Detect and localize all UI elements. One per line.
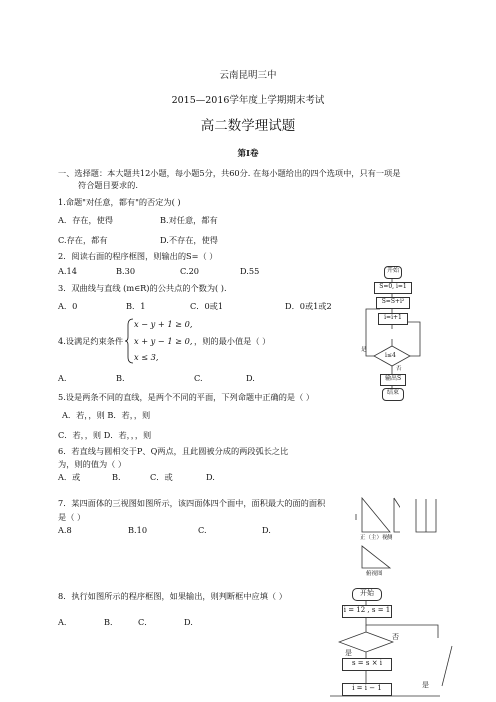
q3-option-a: A．0 <box>58 301 78 311</box>
q3-option-c: C．0或1 <box>190 301 224 311</box>
q1-option-c: C.存在，都有 <box>58 235 108 245</box>
section-title: 第Ⅰ卷 <box>237 149 259 159</box>
flow1-increment: i=i+1 <box>378 313 408 325</box>
q1-option-d: D.不存在，使得 <box>160 235 218 245</box>
flow2-yes-label: 是 <box>345 649 352 657</box>
flow2-body: s = s × i <box>342 658 392 671</box>
flow1-output: 输出S <box>380 374 406 386</box>
q4-suffix: ，则的最小值是（ ） <box>194 336 271 346</box>
q4-constraint-1: x − y + 1 ≥ 0, <box>134 319 193 329</box>
q6-stem-2: 为，则的值为（ ） <box>58 459 127 469</box>
q8-option-d: D. <box>184 617 193 627</box>
front-view-label: 正（主）视 <box>360 535 388 541</box>
flow1-start: 开始 <box>384 266 402 279</box>
intro-line-1: 一、选择题：本大题共12小题，每小题5分，共60分. 在每小题给出的四个选项中，只有一项是 <box>58 168 401 178</box>
q8-stem: 8．执行如图所示的程序框图，如果输出，则判断框中应填（ ） <box>58 591 287 601</box>
q8-option-b: B． <box>104 617 119 627</box>
q5-stem: 5.设是两条不同的直线，是两个不同的平面，下列命题中正确的是（ ） <box>58 392 315 402</box>
q5-options-ab: A．若，，则 B．若，，则 <box>62 410 151 420</box>
q6-option-d: D. <box>206 472 215 482</box>
q7-stem-2: 是（ ） <box>58 512 86 522</box>
flow1-init: S=0, i=1 <box>374 282 412 294</box>
flow1-yes-label: 是 <box>361 347 367 353</box>
q2-option-d: D.55 <box>240 266 260 276</box>
q7-stem-1: 7．某四面体的三视图如图所示，该四面体四个面中，面积最大的面的面积 <box>58 498 326 508</box>
q8-option-a: A． <box>58 617 73 627</box>
side-view-figure <box>414 498 438 536</box>
q2-option-b: B.30 <box>116 266 136 276</box>
three-views-figure <box>350 496 400 580</box>
exam-title: 高二数学理试题 <box>200 118 296 134</box>
exam-term: 2015—2016学年度上学期期末考试 <box>171 95 325 106</box>
q7-option-a: A.8 <box>58 525 72 535</box>
q2-option-a: A.14 <box>58 266 77 276</box>
flow1-condition: i≤4 <box>385 352 396 359</box>
q4-option-b: B. <box>116 373 125 383</box>
q6-option-b: B. <box>112 472 121 482</box>
q4-option-a: A. <box>58 373 67 383</box>
flow2-start: 开始 <box>352 588 382 601</box>
q3-option-d: D．0或1或2 <box>285 301 332 311</box>
side-view-label: 侧 <box>387 535 393 541</box>
school-name: 云南昆明三中 <box>219 70 277 81</box>
q6-option-c: C．或 <box>150 472 173 482</box>
flowchart-q8 <box>330 586 470 702</box>
q4-constraint-2: x + y − 1 ≥ 0, <box>134 336 193 346</box>
q7-option-c: C. <box>198 525 207 535</box>
q3-stem: 3．双曲线与直线 (m∈R)的公共点的个数为( ). <box>58 283 227 293</box>
q2-stem: 2．阅读右面的程序框图，则输出的S=（ ） <box>58 251 218 261</box>
flow2-init: i = 12 , s = 1 <box>342 605 392 618</box>
q1-option-a: A．存在，使得 <box>58 215 114 225</box>
top-view-label: 俯视图 <box>366 571 383 577</box>
flow1-update: S=S+i² <box>376 297 410 309</box>
q7-option-b: B.10 <box>128 525 148 535</box>
q1-option-b: B.对任意，都有 <box>160 215 218 225</box>
q7-option-d: D. <box>262 525 271 535</box>
q4-constraint-3: x ≤ 3, <box>134 352 159 362</box>
q4-option-c: C. <box>194 373 203 383</box>
flow1-no-label: 否 <box>396 366 402 372</box>
flow2-no-label: 否 <box>392 633 399 641</box>
flow2-decrement: i = i − 1 <box>342 683 392 696</box>
intro-line-2: 符合题目要求的. <box>78 180 138 190</box>
q4-prefix: 4.设满足约束条件 <box>58 336 124 346</box>
flow1-end: 结束 <box>382 388 404 401</box>
q2-option-c: C.20 <box>180 266 199 276</box>
q5-options-cd: C．若，，则 D．若，，，则 <box>58 430 152 440</box>
q3-option-b: B．1 <box>126 301 146 311</box>
q8-option-c: C． <box>138 617 153 627</box>
q6-stem-1: 6．若直线与圆相交于P、Q两点，且此圆被分成的两段弧长之比 <box>58 446 289 456</box>
flow2-yes-label-2: 是 <box>422 681 429 689</box>
q4-option-d: D. <box>246 373 255 383</box>
q1-stem: 1.命题"对任意，都有"的否定为( ) <box>58 197 181 207</box>
flowchart-q2 <box>360 262 440 402</box>
q6-option-a: A．或 <box>58 472 81 482</box>
